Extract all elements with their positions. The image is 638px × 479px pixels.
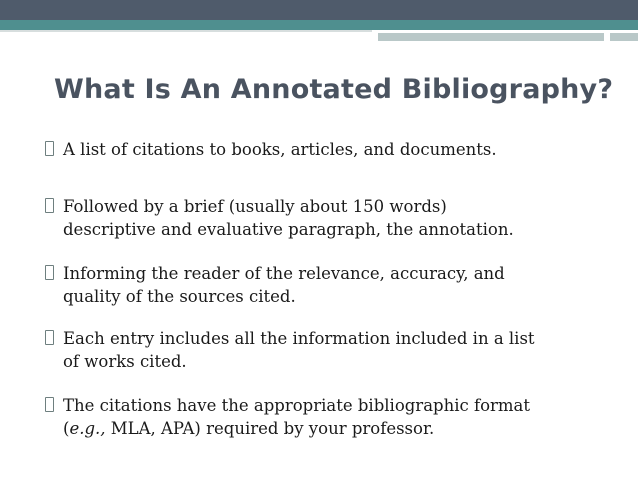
bullet-text: Followed by a brief (usually about 150 words) [63,197,447,216]
header-accent-band [0,20,638,30]
bullet-text-italic: e.g., [69,419,106,438]
bullet-marker-icon [45,141,54,156]
header-divider-right [610,33,638,41]
bullet-text: Each entry includes all the information included in a list [63,329,535,348]
bullet-text: Informing the reader of the relevance, accuracy, and [63,264,505,283]
bullet-marker-icon [45,330,54,345]
bullet-item [45,262,505,308]
bullet-item [45,195,514,241]
bullet-item [45,327,535,373]
bullet-text-continued [63,417,530,440]
header-bar [0,0,638,20]
bullet-text-continued: descriptive and evaluative paragraph, the annotation. [63,220,514,239]
bullet-marker-icon [45,397,54,412]
bullet-text-continued: quality of the sources cited. [63,287,296,306]
bullet-text-continued: of works cited. [63,352,187,371]
header-divider-middle [378,33,604,41]
bullet-text-suffix: MLA, APA) required by your professor. [105,419,435,438]
bullet-text: The citations have the appropriate bibliographic format [63,396,531,415]
bullet-marker-icon [45,198,54,213]
slide-title: What Is An Annotated Bibliography? [54,74,614,105]
bullet-text: A list of citations to books, articles, and documents. [63,140,497,159]
bullet-item [45,394,530,440]
bullet-marker-icon [45,265,54,280]
bullet-text-prefix: ( [63,419,70,438]
bullet-item [45,138,497,161]
header-divider-left [0,30,372,32]
